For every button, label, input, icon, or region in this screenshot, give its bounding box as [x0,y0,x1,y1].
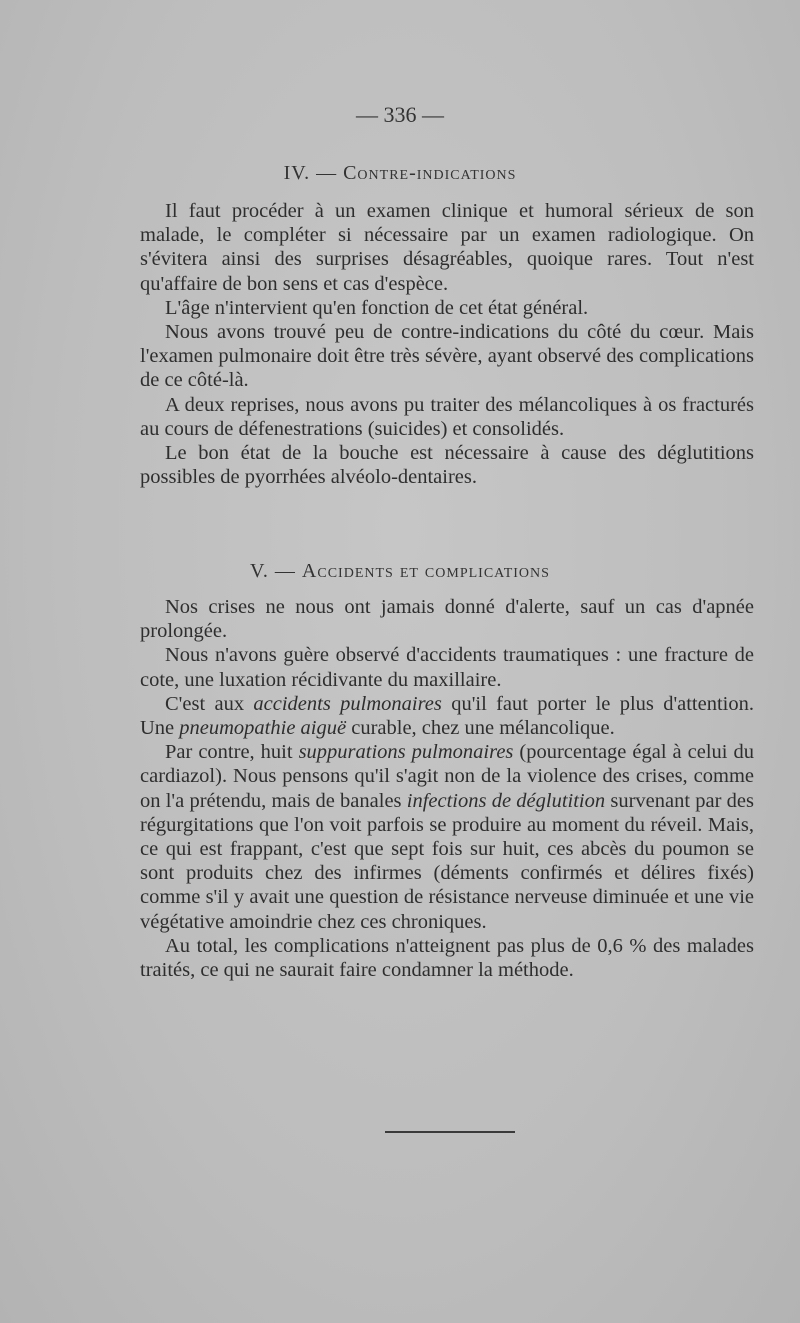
end-rule [385,1131,515,1133]
paragraph: Le bon état de la bouche est nécessaire à cause des déglutitions possibles de pyorrhées alvéolo-dentaires. [140,442,754,489]
italic-term: infections de déglutition [406,789,606,812]
paragraph: Nous n'avons guère observé d'accidents traumatiques : une fracture de cote, une luxation récidivante du maxillaire. [140,644,754,691]
paragraph: Au total, les complications n'atteignent pas plus de 0,6 % des malades traités, ce qui ne saurait faire condamner la méthode. [140,934,754,982]
paragraph: Il faut procéder à un examen clinique et humoral sérieux de son malade, le compléter si nécessaire par un examen radiologique. On s'évitera ainsi des surprises désagréables, quoique rares. Tout n'est qu'affaire de bon sens et cas d'espèce. [140,200,754,295]
italic-term: accidents pulmonaires [253,692,442,715]
section-body-contre-indications [140,199,754,489]
paragraph: A deux reprises, nous avons pu traiter des mélancoliques à os fracturés au cours de défenestrations (suicides) et consolidés. [140,393,754,440]
text-run: C'est aux [165,692,254,715]
italic-term: suppurations pulmonaires [298,741,514,764]
section-title-accidents [0,560,800,583]
section-heading-text: Accidents et complications [301,560,550,582]
section-title-contre-indications [0,162,800,185]
italic-term: pneumopathie aiguë [179,717,347,740]
paragraph: Nos crises ne nous ont jamais donné d'alerte, sauf un cas d'apnée prolongée. [140,596,754,643]
paragraph: Nous avons trouvé peu de contre-indications du côté du cœur. Mais l'examen pulmonaire doit être très sévère, ayant observé des complications de ce côté-là. [140,321,754,392]
paragraph: L'âge n'intervient qu'en fonction de cet état général. [165,296,589,319]
paragraph [140,692,754,740]
text-run: Par contre, huit [165,741,299,764]
text-run: curable, chez une mélancolique. [346,717,615,740]
section-numeral: V. — [250,560,302,582]
section-body-accidents [140,595,754,982]
text-run: qu'il faut porter le plus d'attention. Une [140,692,754,740]
page-number: — 336 — [356,102,444,127]
text-run: survenant par des régurgitations que l'on voit parfois se produire au moment du réveil. Mais, ce qui est frappant, c'est que sept fois sur huit, ces abcès du poumon se sont produits chez des infirmes (déments confirmés et délires fixés) comme s'il y avait une question de résistance nerveuse diminuée et une vie végétative amoindrie chez ces chroniques. [140,789,754,933]
text-run: (pourcentage égal à celui du cardiazol). Nous pensons qu'il s'agit non de la violence des crises, comme on l'a prétendu, mais de banales [140,741,754,812]
section-numeral: IV. — [283,162,344,184]
paragraph [140,740,754,934]
section-heading-text: Contre-indications [343,162,517,184]
